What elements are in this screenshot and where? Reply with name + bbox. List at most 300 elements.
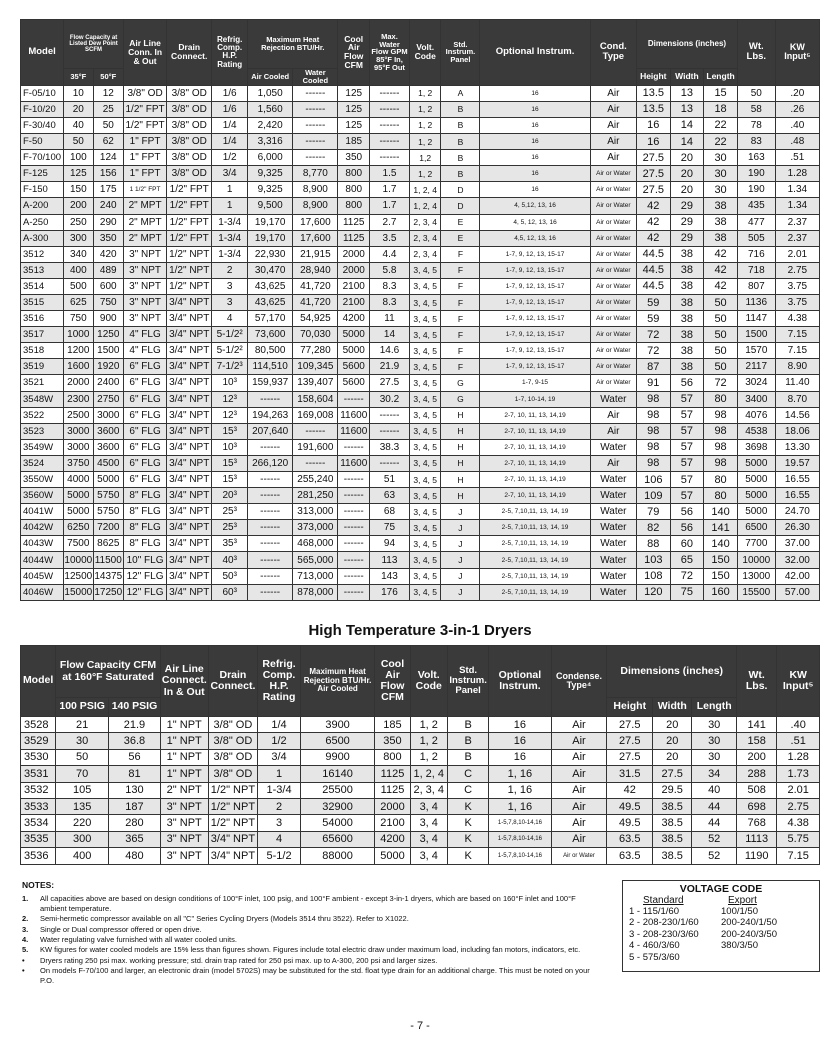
cell-refrig-hp: 12³ [212,407,248,423]
cell-flow-35: 340 [64,246,93,262]
cell-length: 52 [692,831,737,847]
cell-optional: 2-7, 10, 11, 13, 14,19 [480,439,590,455]
note-item [22,894,602,915]
cell-volt-code: 3, 4 [410,848,447,864]
cell-volt-code: 1, 2 [410,717,447,733]
cell-cool-air: 185 [338,134,370,150]
cell-weight: 158 [736,733,776,749]
cell-max-water: ------ [370,407,410,423]
table-row [21,782,820,798]
table-row [21,717,820,733]
cell-height: 98 [636,407,670,423]
cell-cond-type: Water [590,488,636,504]
cell-air-line: 3" NPT [124,246,167,262]
cell-optional: 2-7, 10, 11, 13, 14,19 [480,423,590,439]
cell-cond-type: Air [590,101,636,117]
cell-kw: 7.15 [775,343,819,359]
cell-heat-water: ------ [293,455,338,471]
section-title: High Temperature 3-in-1 Dryers [308,622,532,639]
cell-std-panel: F [441,262,480,278]
cell-std-panel: B [441,134,480,150]
cell-max-water: 63 [370,488,410,504]
cell-refrig-hp: 3 [212,294,248,310]
cell-std-panel: B [447,749,488,765]
cell-std-panel: H [441,407,480,423]
cell-width: 14 [670,134,704,150]
cell-heat-water: ------ [293,85,338,101]
cell-flow-50: 3600 [93,423,124,439]
cell-air-line: 3/8" OD [124,85,167,101]
cell-flow-35: 300 [64,230,93,246]
cell-cond-type: Air or Water [590,359,636,375]
cell-flow-35: 1000 [64,327,93,343]
table-row [21,536,820,552]
cell-model: 3531 [21,766,56,782]
cell-max-water: ------ [370,455,410,471]
cell-weight: 718 [737,262,775,278]
cell-volt-code: 3, 4, 5 [409,391,441,407]
cell-model: 4043W [21,536,64,552]
cell-heat-water: 313,000 [293,504,338,520]
cell-length: 140 [704,536,738,552]
voltage-standard-label: Standard [643,895,684,906]
cell-cool-air: 800 [338,198,370,214]
cell-cool-air: 4200 [375,831,410,847]
cell-max-water: ------ [370,85,410,101]
cell-condense-type: Air [551,798,607,814]
cell-optional: 1-7, 9, 12, 13, 15-17 [480,327,590,343]
cell-height: 79 [636,504,670,520]
col-length: Length [692,698,737,717]
cell-refrig-hp: 4 [258,831,300,847]
cell-optional: 2-7, 10, 11, 13, 14,19 [480,472,590,488]
table-row [21,831,820,847]
cell-width: 57 [670,472,704,488]
cell-width: 29.5 [653,782,692,798]
cell-volt-code: 1, 2, 4 [409,198,441,214]
table-row [21,246,820,262]
cell-flow-35: 3000 [64,439,93,455]
cell-optional: 16 [480,101,590,117]
cell-heat-rejection: 88000 [300,848,375,864]
cell-refrig-hp: 1/6 [212,85,248,101]
cell-drain: 3/4" NPT [167,375,212,391]
col-refrig: Refrig. Comp. H.P. Rating [212,20,248,86]
cell-drain: 3/4" NPT [167,391,212,407]
cell-std-panel: F [441,246,480,262]
cell-model: 3521 [21,375,64,391]
cell-model: 4041W [21,504,64,520]
cell-refrig-hp: 5-1/2² [212,343,248,359]
cell-volt-code: 1, 2 [409,134,441,150]
cell-heat-air: 266,120 [248,455,293,471]
cell-air-line: 6" FLG [124,439,167,455]
cell-air-line: 2" MPT [124,214,167,230]
cell-flow-35: 200 [64,198,93,214]
note-text: Single or Dual compressor offered or open drive. [40,924,202,934]
cell-height: 16 [636,134,670,150]
cell-air-line: 8" FLG [124,536,167,552]
cell-cool-air: 1125 [375,766,410,782]
cell-volt-code: 3, 4, 5 [409,278,441,294]
cell-flow-140psig: 56 [109,749,161,765]
table-row [21,407,820,423]
cell-cond-type: Air [590,134,636,150]
cell-width: 57 [670,407,704,423]
cell-flow-35: 15000 [64,584,93,600]
cell-flow-50: 14375 [93,568,124,584]
cell-weight: 190 [737,182,775,198]
cell-refrig-hp: 1/2 [258,733,300,749]
cell-width: 56 [670,504,704,520]
cell-air-line: 3" NPT [160,798,208,814]
cell-kw: 2.37 [775,230,819,246]
cell-max-water: 113 [370,552,410,568]
cell-flow-50: 1500 [93,343,124,359]
cell-optional: 4, 5, 12, 13, 16 [480,214,590,230]
table-row [21,85,820,101]
cell-length: 140 [704,504,738,520]
cell-std-panel: J [441,552,480,568]
cell-flow-35: 5000 [64,504,93,520]
cell-flow-100psig: 300 [56,831,109,847]
cell-cond-type: Air [590,85,636,101]
cell-refrig-hp: 1 [258,766,300,782]
cell-flow-35: 250 [64,214,93,230]
cell-cool-air: 5000 [338,327,370,343]
cell-cool-air: 1125 [375,782,410,798]
cell-height: 120 [636,584,670,600]
cell-kw: 2.37 [775,214,819,230]
cell-flow-100psig: 220 [56,815,109,831]
cell-length: 22 [704,134,738,150]
cell-width: 14 [670,117,704,133]
cell-model: F-50 [21,134,64,150]
cell-refrig-hp: 1/2 [212,150,248,166]
cell-max-water: 11 [370,311,410,327]
cell-heat-rejection: 16140 [300,766,375,782]
cell-std-panel: G [441,391,480,407]
voltage-code-title: VOLTAGE CODE [679,883,763,895]
cell-length: 150 [704,568,738,584]
table-row [21,375,820,391]
voltage-code-row [629,906,813,917]
cell-width: 13 [670,101,704,117]
table-row [21,733,820,749]
table-row [21,848,820,864]
cell-length: 42 [704,262,738,278]
cell-flow-50: 600 [93,278,124,294]
cell-flow-35: 3750 [64,455,93,471]
cell-drain: 3/4" NPT [167,327,212,343]
cell-std-panel: D [441,182,480,198]
cell-kw: 16.55 [775,472,819,488]
cell-refrig-hp: 10³ [212,375,248,391]
cell-heat-rejection: 3900 [300,717,375,733]
cell-width: 38 [670,246,704,262]
cell-model: 3529 [21,733,56,749]
cell-kw: 37.00 [775,536,819,552]
cell-weight: 83 [737,134,775,150]
cell-heat-rejection: 25500 [300,782,375,798]
cell-kw: .20 [775,85,819,101]
cell-flow-50: 489 [93,262,124,278]
cell-height: 59 [636,294,670,310]
table-row [21,552,820,568]
cell-length: 30 [704,166,738,182]
cell-air-line: 10" FLG [124,552,167,568]
cell-optional: 2-5, 7,10,11, 13, 14, 19 [480,504,590,520]
cell-length: 42 [704,246,738,262]
cell-model: 4044W [21,552,64,568]
cell-heat-water: 41,720 [293,294,338,310]
cell-width: 20 [653,717,692,733]
cell-std-panel: K [447,848,488,864]
cell-heat-air: 30,470 [248,262,293,278]
cell-height: 49.5 [607,798,653,814]
cell-volt-code: 1, 2, 4 [410,766,447,782]
table-row [21,294,820,310]
cell-drain: 3/8" OD [167,101,212,117]
cell-air-line: 1" NPT [160,766,208,782]
table-row [21,101,820,117]
cell-volt-code: 3, 4, 5 [409,504,441,520]
cell-flow-140psig: 36.8 [109,733,161,749]
cell-flow-100psig: 21 [56,717,109,733]
cell-cool-air: 11600 [338,423,370,439]
cell-cool-air: 350 [338,150,370,166]
cell-std-panel: B [441,101,480,117]
cell-flow-50: 50 [93,117,124,133]
cell-length: 40 [692,782,737,798]
cell-flow-50: 8625 [93,536,124,552]
col-psig-100: 100 PSIG [56,698,109,717]
cell-length: 80 [704,488,738,504]
cell-flow-50: 5750 [93,488,124,504]
col-drain: Drain Connect. [167,20,212,86]
cell-air-line: 12" FLG [124,584,167,600]
cell-refrig-hp: 3 [258,815,300,831]
cell-model: F-30/40 [21,117,64,133]
cell-condense-type: Air [551,782,607,798]
cell-model: 3560W [21,488,64,504]
cell-volt-code: 3, 4, 5 [409,375,441,391]
cell-flow-100psig: 105 [56,782,109,798]
cell-refrig-hp: 25³ [212,504,248,520]
cell-volt-code: 3, 4, 5 [409,584,441,600]
col-optional: Optional Instrum. [480,20,590,86]
cell-air-line: 8" FLG [124,520,167,536]
cell-refrig-hp: 5-1/2² [212,327,248,343]
col-heat-water: Water Cooled [293,69,338,86]
cell-std-panel: G [441,375,480,391]
cell-heat-water: 17,600 [293,230,338,246]
cell-air-line: 3" NPT [160,831,208,847]
cell-cond-type: Air or Water [590,230,636,246]
cell-volt-code: 3, 4, 5 [409,568,441,584]
cell-length: 42 [704,278,738,294]
cell-optional: 16 [480,134,590,150]
cell-refrig-hp: 1-3/4 [212,246,248,262]
cell-kw: 26.30 [775,520,819,536]
voltage-code-row [629,952,813,963]
cell-kw: .48 [775,134,819,150]
cell-volt-code: 3, 4, 5 [409,327,441,343]
cell-model: 3528 [21,717,56,733]
voltage-standard: 5 - 575/3/60 [629,951,680,963]
col-model: Model [21,20,64,86]
cell-kw: 14.56 [775,407,819,423]
cell-drain: 3/4" NPT [167,439,212,455]
cell-flow-50: 1920 [93,359,124,375]
note-text: Dryers rating 250 psi max. working pressure; std. drain trap rated for 250 psi max. up to A-300, 200 psi and larger sizes. [40,955,438,965]
col-model: Model [21,646,56,717]
cell-width: 57 [670,488,704,504]
cell-heat-air: 194,263 [248,407,293,423]
cell-weight: 3024 [737,375,775,391]
cell-drain: 1/2" NPT [167,246,212,262]
cell-air-line: 2" NPT [160,782,208,798]
cell-drain: 1/2" NPT [167,278,212,294]
cell-refrig-hp: 3 [212,278,248,294]
cell-kw: 13.30 [775,439,819,455]
col-width: Width [653,698,692,717]
col-dimensions: Dimensions (inches) [607,646,737,698]
col-psig-140: 140 PSIG [109,698,161,717]
cell-width: 75 [670,584,704,600]
col-air-line: Air Line Connect. In & Out [160,646,208,717]
cell-height: 42 [636,198,670,214]
cell-flow-35: 10000 [64,552,93,568]
cell-volt-code: 2, 3, 4 [409,246,441,262]
cell-kw: 4.38 [777,815,820,831]
cell-heat-air: 1,560 [248,101,293,117]
col-flow-35: 35°F [64,69,93,86]
cell-kw: 7.15 [775,327,819,343]
cell-weight: 5000 [737,488,775,504]
col-cond-type: Cond. Type [590,20,636,86]
cell-cond-type: Air [590,455,636,471]
cell-heat-rejection: 9900 [300,749,375,765]
cell-length: 52 [692,848,737,864]
cell-height: 44.5 [636,246,670,262]
cell-air-line: 6" FLG [124,359,167,375]
cell-flow-35: 10 [64,85,93,101]
cell-std-panel: F [441,278,480,294]
cell-heat-water: 41,720 [293,278,338,294]
cell-weight: 58 [737,101,775,117]
cell-model: F-05/10 [21,85,64,101]
cell-cool-air: ------ [338,472,370,488]
cell-max-water: 14.6 [370,343,410,359]
col-flow: Flow Capacity at Listed Dew Point SCFM [64,20,124,69]
cell-volt-code: 3, 4, 5 [409,311,441,327]
table-row [21,117,820,133]
cell-heat-water: 878,000 [293,584,338,600]
cell-height: 108 [636,568,670,584]
cell-width: 60 [670,536,704,552]
cell-cond-type: Water [590,520,636,536]
cell-heat-water: 8,900 [293,182,338,198]
cell-flow-35: 1600 [64,359,93,375]
cell-weight: 3698 [737,439,775,455]
cell-cond-type: Water [590,391,636,407]
cell-weight: 508 [736,782,776,798]
cell-cond-type: Water [590,584,636,600]
cell-heat-water: 255,240 [293,472,338,488]
cell-volt-code: 2, 3, 4 [410,782,447,798]
cell-std-panel: A [441,85,480,101]
cell-air-line: 6" FLG [124,472,167,488]
cell-weight: 4076 [737,407,775,423]
cell-optional: 2-5, 7,10,11, 13, 14, 19 [480,568,590,584]
cell-cool-air: 800 [338,166,370,182]
cell-air-line: 4" FLG [124,343,167,359]
cell-cool-air: 125 [338,101,370,117]
cell-length: 80 [704,391,738,407]
cell-weight: 141 [736,717,776,733]
cell-heat-water: 28,940 [293,262,338,278]
cell-weight: 13000 [737,568,775,584]
table-row [21,198,820,214]
cell-optional: 1-7, 10-14, 19 [480,391,590,407]
cell-flow-50: 175 [93,182,124,198]
cell-refrig-hp: 3/4 [258,749,300,765]
note-marker: 5. [22,945,29,955]
cell-kw: 1.34 [775,182,819,198]
cell-air-line: 3" NPT [124,262,167,278]
cell-drain: 3/4" NPT [167,552,212,568]
cell-std-panel: E [441,230,480,246]
cell-max-water: 2.7 [370,214,410,230]
cell-length: 15 [704,85,738,101]
cell-std-panel: F [441,359,480,375]
cell-refrig-hp: 1-3/4 [212,230,248,246]
cell-std-panel: B [447,733,488,749]
cell-optional: 4,5, 12, 13, 16 [480,230,590,246]
cell-cond-type: Water [590,439,636,455]
cell-width: 29 [670,230,704,246]
cell-flow-50: 2750 [93,391,124,407]
cell-refrig-hp: 1/6 [212,101,248,117]
cell-flow-50: 3000 [93,407,124,423]
cell-max-water: 94 [370,536,410,552]
cell-width: 57 [670,391,704,407]
cell-model: 3536 [21,848,56,864]
col-heat-rejection: Maximum Heat Rejection BTU/Hr. Air Cooled [300,646,375,717]
cell-drain: 3/4" NPT [167,423,212,439]
cell-cond-type: Water [590,504,636,520]
cell-heat-air: 9,325 [248,166,293,182]
cell-model: 4046W [21,584,64,600]
cell-drain: 1/2" NPT [208,798,258,814]
col-optional: Optional Instrum. [489,646,551,717]
cell-std-panel: B [441,166,480,182]
cell-width: 57 [670,455,704,471]
cell-model: A-250 [21,214,64,230]
col-flow: Flow Capacity CFM at 160°F Saturated [56,646,161,698]
cell-flow-35: 100 [64,150,93,166]
cell-heat-air: ------ [248,584,293,600]
cell-max-water: 3.5 [370,230,410,246]
cell-optional: 16 [489,717,551,733]
cell-cool-air: 2000 [375,798,410,814]
cell-kw: 2.01 [777,782,820,798]
high-temp-dryer-body [21,717,820,865]
cell-flow-35: 6250 [64,520,93,536]
cell-kw: 2.75 [777,798,820,814]
cell-refrig-hp: 50³ [212,568,248,584]
